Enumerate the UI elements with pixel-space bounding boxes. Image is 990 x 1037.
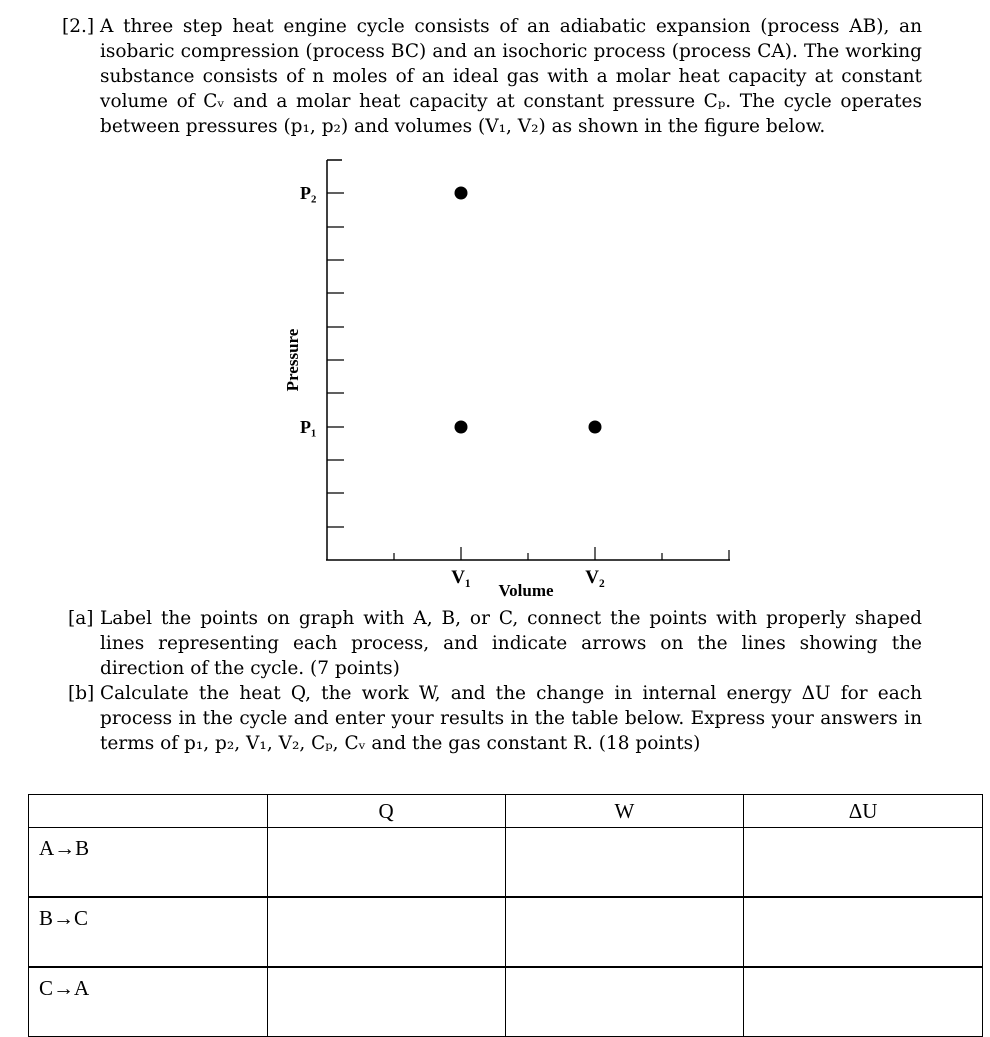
p2-label: P₂ bbox=[300, 183, 317, 203]
pv-diagram bbox=[260, 150, 760, 600]
cell-bc-du[interactable] bbox=[744, 897, 983, 967]
table-row bbox=[29, 967, 983, 1037]
v2-label: V₂ bbox=[585, 567, 605, 588]
part-b-text: Calculate the heat Q, the work W, and the change in internal energy ΔU for each process in the cycle and enter your results in the table below. Express your answers in terms of p₁, p₂, V₁, V₂, Cₚ, Cᵥ and the gas constant R. (18 points) bbox=[100, 683, 922, 754]
part-a bbox=[62, 606, 922, 681]
row-label-ab: A→B bbox=[29, 828, 268, 898]
table-row bbox=[29, 897, 983, 967]
cell-ca-q[interactable] bbox=[267, 967, 505, 1037]
x-axis-title: Volume bbox=[498, 581, 554, 600]
part-a-label: [a] bbox=[68, 608, 94, 629]
y-ticks bbox=[327, 193, 344, 527]
table-header-row bbox=[29, 795, 983, 828]
question-parts bbox=[62, 606, 922, 756]
row-label-bc: B→C bbox=[29, 897, 268, 967]
header-q: Q bbox=[267, 795, 505, 828]
cell-bc-q[interactable] bbox=[267, 897, 505, 967]
header-blank bbox=[29, 795, 268, 828]
point-v2-p1 bbox=[589, 421, 602, 434]
cell-ca-du[interactable] bbox=[744, 967, 983, 1037]
cell-ab-du[interactable] bbox=[744, 828, 983, 898]
table-row bbox=[29, 828, 983, 898]
problem-text: A three step heat engine cycle consists of an adiabatic expansion (process AB), an isobaric compression (process BC) and an isochoric process (process CA). The working substance consists of n moles of an ideal gas with a molar heat capacity at constant volume of Cᵥ and a molar heat capacity at constant pressure Cₚ. The cycle operates between pressures (p₁, p₂) and volumes (V₁, V₂) as shown in the figure below. bbox=[100, 16, 922, 137]
part-b bbox=[62, 681, 922, 756]
y-axis-title: Pressure bbox=[283, 328, 302, 392]
problem-number: [2.] bbox=[62, 16, 95, 37]
cell-ab-q[interactable] bbox=[267, 828, 505, 898]
cell-ca-w[interactable] bbox=[505, 967, 744, 1037]
x-ticks bbox=[394, 547, 729, 560]
point-v1-p1 bbox=[455, 421, 468, 434]
part-b-label: [b] bbox=[68, 683, 95, 704]
problem-statement bbox=[62, 14, 922, 139]
part-a-text: Label the points on graph with A, B, or C, connect the points with properly shaped lines representing each process, and indicate arrows on the lines showing the direction of the cycle. (7 points) bbox=[100, 608, 922, 679]
p1-label: P₁ bbox=[300, 417, 317, 437]
header-du: ΔU bbox=[744, 795, 983, 828]
cell-bc-w[interactable] bbox=[505, 897, 744, 967]
header-w: W bbox=[505, 795, 744, 828]
row-label-ca: C→A bbox=[29, 967, 268, 1037]
cell-ab-w[interactable] bbox=[505, 828, 744, 898]
answer-table bbox=[28, 794, 983, 1037]
point-v1-p2 bbox=[455, 187, 468, 200]
v1-label: V₁ bbox=[451, 567, 471, 588]
